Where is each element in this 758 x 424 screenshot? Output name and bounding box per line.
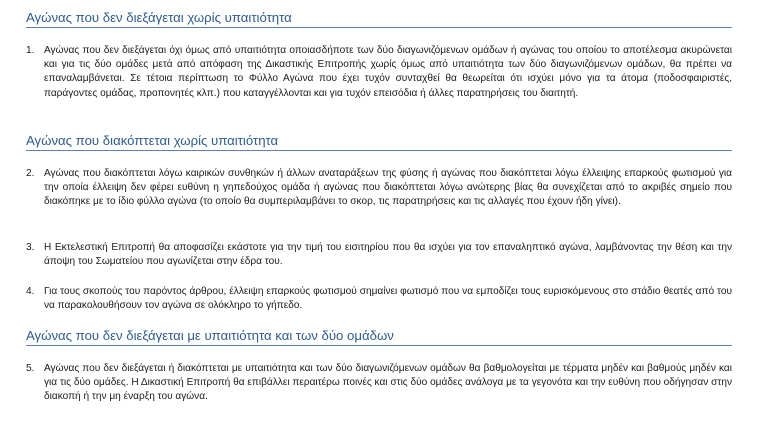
- item-text: Αγώνας που διακόπτεται λόγω καιρικών συνθηκών ή άλλων αναταράξεων της φύσης ή αγώνας που διακόπτεται λόγω έλλειψης επαρκούς φωτισμού για την οποία έλλειψη δεν φέρει ευθύνη η γηπεδούχος ομάδα ή αγώνας που διακόπτεται λόγω ανώτερης βίας θα συνεχίζεται από το ακριβές σημείο που διακόπηκε με το ίδιο φύλλο αγώνα (το οποίο θα συμπεριλαμβάνει το σκορ, τις παρατηρήσεις και τις αλλαγές που έχουν ήδη γίνει).: [44, 168, 732, 208]
- article-item-4: [26, 285, 732, 313]
- item-number: 3.: [26, 242, 35, 253]
- article-item-5: [26, 362, 732, 405]
- item-number: 1.: [26, 45, 35, 56]
- item-number: 2.: [26, 168, 35, 179]
- article-item-1: [26, 44, 732, 101]
- item-text: Για τους σκοπούς του παρόντος άρθρου, έλλειψη επαρκούς φωτισμού σημαίνει φωτισμό που να εμποδίζει τους ευρισκόμενους στο στάδιο θεατές από του να παρακολουθήσουν τον αγώνα σε ολόκληρο το γήπεδο.: [44, 286, 732, 312]
- section-heading-no-fault-interrupted: Αγώνας που διακόπτεται χωρίς υπαιτιότητα: [26, 132, 732, 151]
- article-item-2: [26, 167, 732, 210]
- item-number: 4.: [26, 286, 35, 297]
- item-text: Αγώνας που δεν διεξάγεται ή διακόπτεται με υπαιτιότητα και των δύο διαγωνιζόμενων ομάδων θα βαθμολογείται με τέρματα μηδέν και βαθμούς μηδέν και για τις δύο ομάδες. Η Δικαστική Επιτροπή θα επιβάλλει περαιτέρω ποινές και στις δύο ομάδες ανάλογα με τα γεγονότα και την ευθύνη που οδήγησαν στην διακοπή ή την μη έναρξη του αγώνα.: [44, 363, 732, 403]
- item-text: Αγώνας που δεν διεξάγεται όχι όμως από υπαιτιότητα οποιασδήποτε των δύο διαγωνιζόμενων ομάδων ή αγώνας του οποίου το αποτέλεσμα ακυρώνεται και για τις δύο ομάδες μετά από απόφαση της Δικαστικής Επιτροπής χωρίς όμως από υπαιτιότητα των δύο διαγωνιζόμενων ομάδων, θα πρέπει να επαναλαμβάνεται. Σε τέτοια περίπτωση το Φύλλο Αγώνα που έχει τυχόν συνταχθεί θα θεωρείται ότι ισχύει μόνο για τα άτομα (ποδοσφαιριστές, παράγοντες ομάδας, προπονητές κλπ.) που καταγγέλλονται και για τυχόν επεισόδια ή άλλες παρατηρήσεις του διαιτητή.: [44, 45, 732, 99]
- item-text: Η Εκτελεστική Επιτροπή θα αποφασίζει εκάστοτε για την τιμή του εισιτηρίου που θα ισχύει για τον επαναληπτικό αγώνα, λαμβάνοντας την θέση και την άποψη του Σωματείου που αγωνίζεται στην έδρα του.: [44, 242, 732, 268]
- article-item-3: [26, 241, 732, 269]
- section-heading-both-teams-fault: Αγώνας που δεν διεξάγεται με υπαιτιότητα και των δύο ομάδων: [26, 327, 732, 346]
- section-heading-no-fault-not-held: Αγώνας που δεν διεξάγεται χωρίς υπαιτιότητα: [26, 9, 732, 28]
- item-number: 5.: [26, 363, 35, 374]
